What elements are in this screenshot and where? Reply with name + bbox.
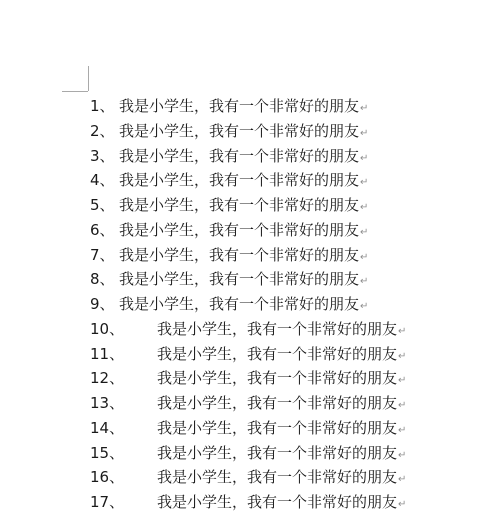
paragraph-mark-icon: ↵ — [360, 276, 369, 288]
list-text: 我是小学生，我有一个非常好的朋友↵ — [157, 418, 407, 437]
list-number: 12、 — [90, 369, 125, 388]
list-text: 我是小学生，我有一个非常好的朋友↵ — [119, 295, 369, 313]
paragraph-mark-icon: ↵ — [398, 400, 407, 411]
list-number: 16、 — [90, 468, 125, 487]
paragraph-mark-icon: ↵ — [398, 350, 407, 362]
list-text: 我是小学生，我有一个非常好的朋友↵ — [119, 171, 369, 190]
paragraph-mark-icon: ↵ — [360, 301, 369, 312]
paragraph-mark-icon: ↵ — [398, 375, 407, 387]
list-item[interactable] — [0, 441, 500, 466]
list-number: 17、 — [90, 493, 125, 511]
list-text: 我是小学生，我有一个非常好的朋友↵ — [119, 270, 369, 289]
page-margin-corner-mark — [88, 66, 89, 91]
paragraph-mark-icon: ↵ — [398, 325, 407, 337]
list-text: 我是小学生，我有一个非常好的朋友↵ — [157, 319, 407, 338]
list-item[interactable] — [0, 94, 500, 119]
list-text: 我是小学生，我有一个非常好的朋友↵ — [119, 196, 369, 214]
list-text: 我是小学生，我有一个非常好的朋友↵ — [119, 220, 369, 239]
list-item[interactable] — [0, 317, 500, 342]
list-item[interactable] — [0, 144, 500, 169]
list-number: 15、 — [90, 443, 125, 462]
list-text: 我是小学生，我有一个非常好的朋友↵ — [157, 443, 407, 462]
paragraph-mark-icon: ↵ — [360, 251, 369, 263]
list-number: 11、 — [90, 344, 125, 363]
list-item[interactable] — [0, 193, 500, 218]
list-number: 8、 — [90, 270, 115, 289]
list-item[interactable] — [0, 267, 500, 292]
list-text: 我是小学生，我有一个非常好的朋友↵ — [157, 493, 407, 511]
list-number: 7、 — [90, 245, 115, 264]
list-text: 我是小学生，我有一个非常好的朋友↵ — [157, 344, 407, 363]
list-number: 9、 — [90, 295, 115, 313]
list-text: 我是小学生，我有一个非常好的朋友↵ — [119, 97, 369, 115]
list-item[interactable] — [0, 168, 500, 193]
paragraph-mark-icon: ↵ — [360, 127, 369, 139]
list-number: 6、 — [90, 220, 115, 239]
paragraph-mark-icon: ↵ — [360, 226, 369, 238]
numbered-list[interactable] — [0, 94, 500, 515]
list-number: 3、 — [90, 146, 115, 165]
list-item[interactable] — [0, 218, 500, 243]
list-number: 5、 — [90, 196, 115, 214]
paragraph-mark-icon: ↵ — [398, 424, 407, 436]
list-number: 10、 — [90, 319, 125, 338]
list-number: 14、 — [90, 418, 125, 437]
list-item[interactable] — [0, 292, 500, 317]
list-text: 我是小学生，我有一个非常好的朋友↵ — [157, 468, 407, 487]
list-item[interactable] — [0, 342, 500, 367]
paragraph-mark-icon: ↵ — [360, 152, 369, 164]
paragraph-mark-icon: ↵ — [398, 474, 407, 486]
page-margin-corner-mark-horizontal — [62, 91, 88, 92]
list-number: 1、 — [90, 97, 115, 115]
paragraph-mark-icon: ↵ — [360, 177, 369, 189]
list-number: 4、 — [90, 171, 115, 190]
list-text: 我是小学生，我有一个非常好的朋友↵ — [119, 146, 369, 165]
list-item[interactable] — [0, 465, 500, 490]
list-item[interactable] — [0, 391, 500, 416]
list-item[interactable] — [0, 366, 500, 391]
paragraph-mark-icon: ↵ — [360, 202, 369, 213]
paragraph-mark-icon: ↵ — [398, 449, 407, 461]
list-text: 我是小学生，我有一个非常好的朋友↵ — [119, 121, 369, 140]
list-text: 我是小学生，我有一个非常好的朋友↵ — [157, 369, 407, 388]
list-item[interactable] — [0, 490, 500, 515]
paragraph-mark-icon: ↵ — [398, 499, 407, 510]
list-item[interactable] — [0, 119, 500, 144]
list-item[interactable] — [0, 416, 500, 441]
list-text: 我是小学生，我有一个非常好的朋友↵ — [119, 245, 369, 264]
paragraph-mark-icon: ↵ — [360, 103, 369, 114]
list-number: 13、 — [90, 394, 125, 412]
list-number: 2、 — [90, 121, 115, 140]
list-item[interactable] — [0, 243, 500, 268]
list-text: 我是小学生，我有一个非常好的朋友↵ — [157, 394, 407, 412]
